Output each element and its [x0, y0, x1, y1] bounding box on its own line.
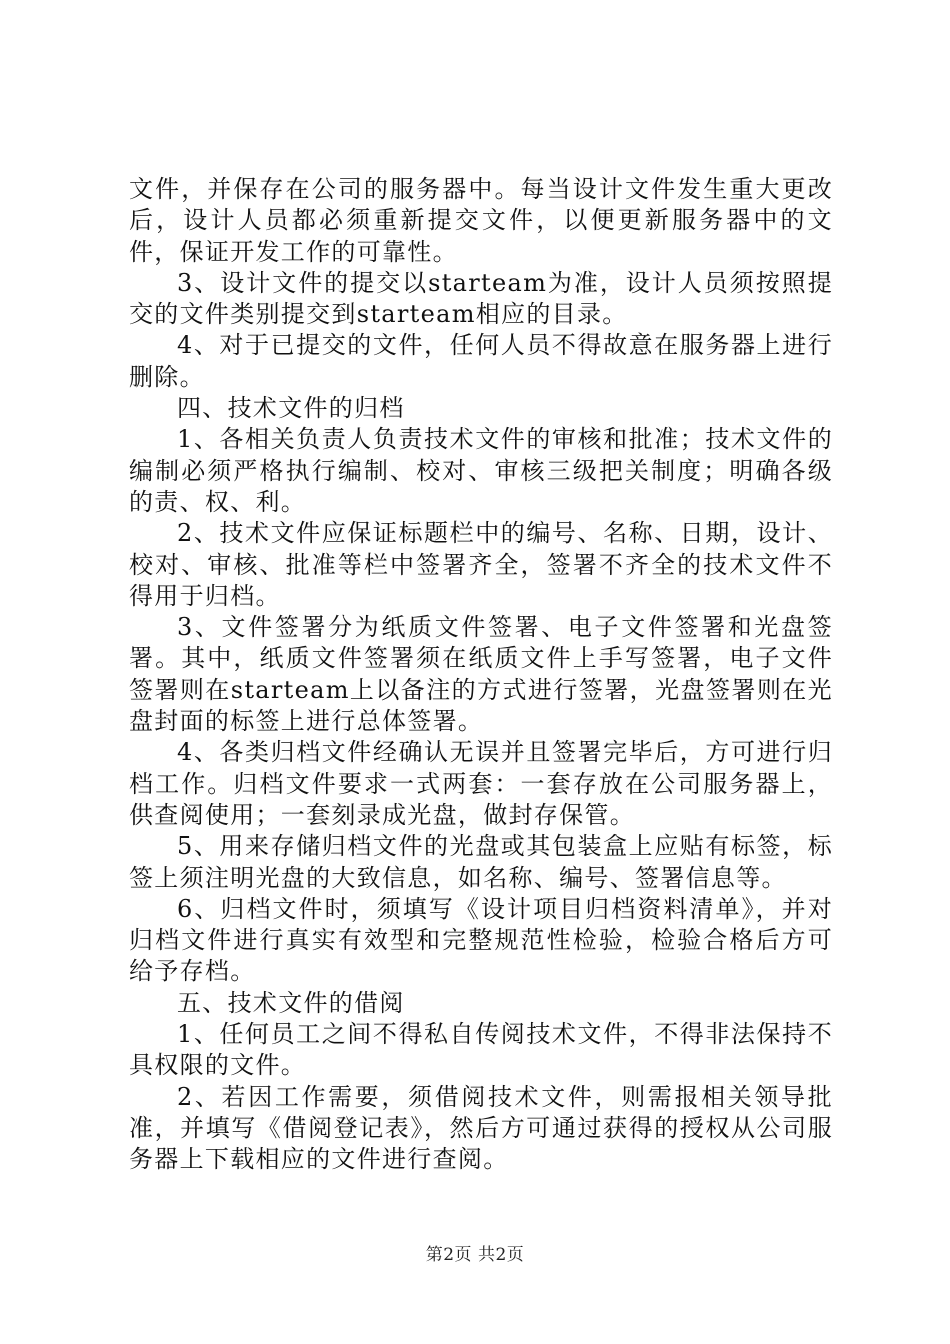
paragraph-item-4-deletion: 4、对于已提交的文件，任何人员不得故意在服务器上进行删除。 — [129, 331, 833, 391]
paragraph-item-3-submission: 3、设计文件的提交以starteam为准，设计人员须按照提交的文件类别提交到starteam相应的目录。 — [129, 268, 833, 329]
page-number-footer: 第2页 共2页 — [425, 1245, 525, 1265]
paragraph-archiving-2: 2、技术文件应保证标题栏中的编号、名称、日期，设计、校对、审核、批准等栏中签署齐全，签署不齐全的技术文件不得用于归档。 — [129, 519, 833, 610]
paragraph-borrowing-1: 1、任何员工之间不得私自传阅技术文件，不得非法保持不具权限的文件。 — [129, 1020, 833, 1080]
paragraph-archiving-3: 3、文件签署分为纸质文件签署、电子文件签署和光盘签署。其中，纸质文件签署须在纸质文件上手写签署，电子文件签署则在starteam上以备注的方式进行签署，光盘签署则在光盘封面的标签上进行总体签署。 — [129, 613, 833, 736]
section-heading-archiving: 四、技术文件的归档 — [177, 394, 405, 423]
paragraph-archiving-4: 4、各类归档文件经确认无误并且签署完毕后，方可进行归档工作。归档文件要求一式两套：一套存放在公司服务器上，供查阅使用；一套刻录成光盘，做封存保管。 — [129, 738, 833, 829]
paragraph-archiving-6: 6、归档文件时，须填写《设计项目归档资料清单》，并对归档文件进行真实有效型和完整规范性检验，检验合格后方可给予存档。 — [129, 894, 833, 986]
paragraph-archiving-1: 1、各相关负责人负责技术文件的审核和批准；技术文件的编制必须严格执行编制、校对、审核三级把关制度；明确各级的责、权、利。 — [129, 425, 833, 516]
paragraph-continuation: 文件，并保存在公司的服务器中。每当设计文件发生重大更改后，设计人员都必须重新提交文件，以便更新服务器中的文件，保证开发工作的可靠性。 — [129, 175, 833, 266]
paragraph-archiving-5: 5、用来存储归档文件的光盘或其包装盒上应贴有标签，标签上须注明光盘的大致信息，如名称、编号、签署信息等。 — [129, 832, 833, 892]
paragraph-borrowing-2: 2、若因工作需要，须借阅技术文件，则需报相关领导批准，并填写《借阅登记表》，然后方可通过获得的授权从公司服务器上下载相应的文件进行查阅。 — [129, 1082, 833, 1174]
section-heading-borrowing: 五、技术文件的借阅 — [177, 988, 405, 1017]
document-body — [129, 174, 833, 1176]
